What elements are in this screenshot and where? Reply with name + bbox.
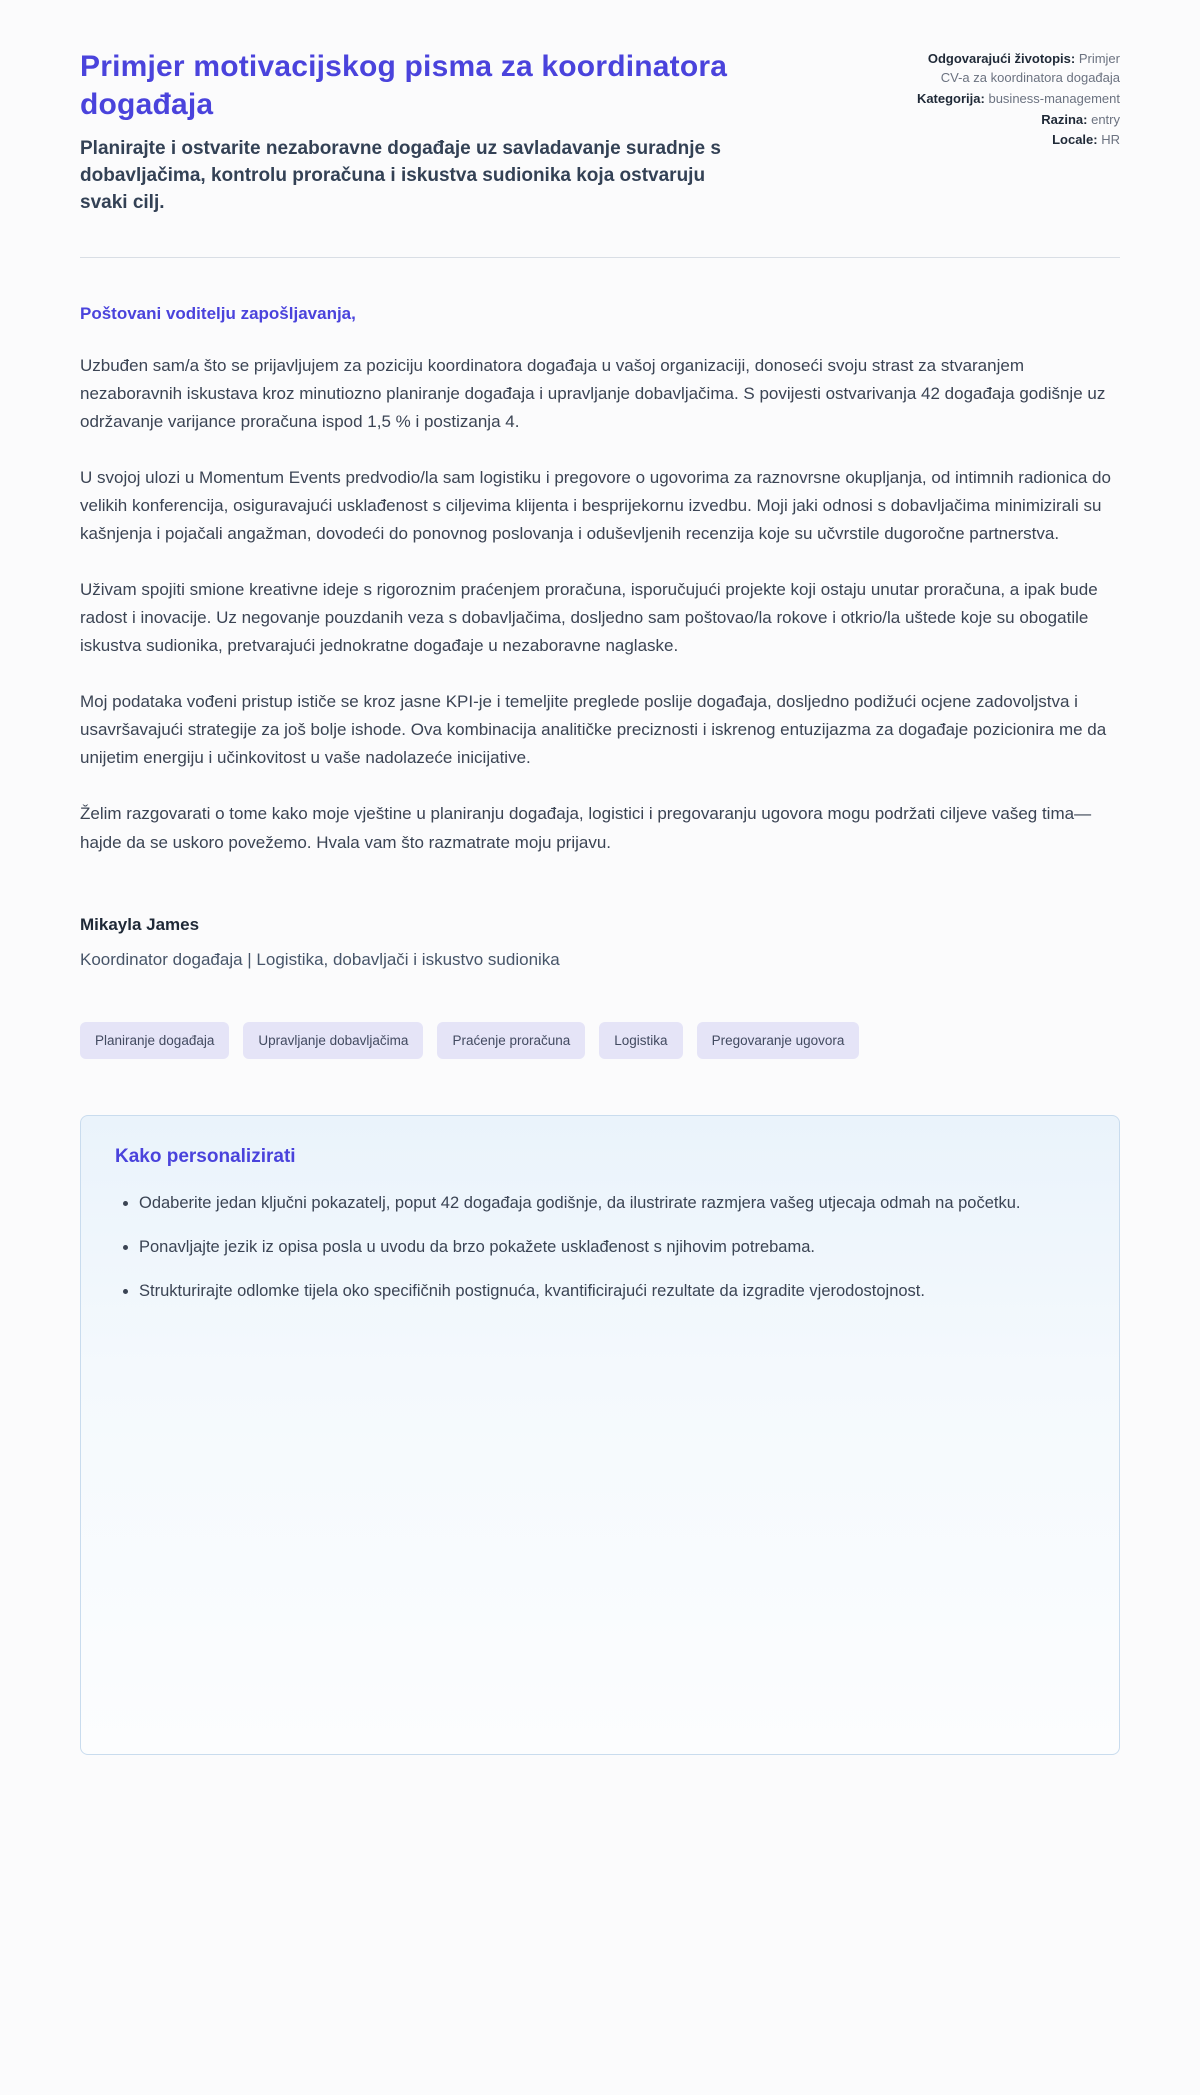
letter-paragraph-4: Moj podataka vođeni pristup ističe se kroz jasne KPI-je i temeljite preglede poslije događaja, dosljedno podižući ocjene zadovoljstva i usavršavajući strategije za još bolje ishode. Ova kombinacija analitičke preciznosti i iskrenog entuzijazma za događaje pozicionira me da unijetim energiju i učinkovitost u vaše nadolazeće inicijative. [80,692,1107,768]
letter-greeting: Poštovani voditelju zapošljavanja, [80,303,356,323]
header-title-block [80,42,730,217]
page-title: Primjer motivacijskog pisma za koordinatora događaja [80,50,728,121]
meta-level [915,111,1120,130]
tag-chip-budget-tracking[interactable]: Praćenje proračuna [437,1022,585,1060]
meta-label: Kategorija: [916,90,985,106]
tag-list [80,1022,1120,1060]
meta-value: Primjer CV-a za koordinatora događaja [940,51,1120,85]
meta-label: Locale: [1052,132,1098,148]
meta-label: Odgovarajući životopis: [927,51,1076,66]
tag-chip-contract-negotiation[interactable]: Pregovaranje ugovora [697,1022,860,1060]
meta-label: Razina: [1041,111,1088,127]
meta-matching-resume [915,50,1120,88]
tips-title: Kako personalizirati [115,1146,296,1168]
letter-paragraph-2: U svojoj ulozi u Momentum Events predvodio/la sam logistiku i pregovore o ugovorima za raznovrsne okupljanja, od intimnih radionica do velikih konferencija, osiguravajući usklađenost s ciljevima klijenta i besprijekornu izvedbu. Moji jaki odnosi s dobavljačima minimizirali su kašnjenja i pojačali angažman, dovodeći do ponovnog poslovanja i oduševljenih recenzija koje su učvrstile dugoročne partnerstva. [80,468,1111,544]
divider [80,257,1120,258]
page-subtitle: Planirajte i ostvarite nezaboravne događaje uz savladavanje suradnje s dobavljačima, kontrolu proračuna i iskustva sudionika koja ostvaruju svaki cilj. [80,138,721,213]
meta-locale [915,131,1120,150]
tips-box [80,1115,1120,1755]
meta-panel [915,42,1120,152]
letter-paragraph-1: Uzbuđen sam/a što se prijavljujem za poziciju koordinatora događaja u vašoj organizaciji, donoseći svoju strast za stvaranjem nezaboravnih iskustava kroz minutiozno planiranje događaja i upravljanje dobavljačima. S povijesti ostvarivanja 42 događaja godišnje uz održavanje varijance proračuna ispod 1,5 % i postizanja 4. [80,355,1106,431]
page [80,0,1120,1815]
signature-role: Koordinator događaja | Logistika, dobavljači i iskustvo sudionika [80,949,560,969]
header [80,42,1120,217]
meta-value: HR [1101,132,1120,148]
meta-value: business-management [988,90,1120,106]
tips-list [115,1190,1085,1304]
meta-category [915,90,1120,109]
meta-value: entry [1091,111,1120,127]
signature-name: Mikayla James [80,914,200,934]
tag-chip-vendor-management[interactable]: Upravljanje dobavljačima [243,1022,423,1060]
tip-item-2: • Ponavljajte jezik iz opisa posla u uvodu da brzo pokažete usklađenost s njihovim potrebama. [139,1234,1085,1261]
tag-chip-event-planning[interactable]: Planiranje događaja [80,1022,229,1060]
tip-item-1: • Odaberite jedan ključni pokazatelj, poput 42 događaja godišnje, da ilustrirate razmjera vašeg utjecaja odmah na početku. [139,1190,1085,1217]
tip-item-3: • Strukturirajte odlomke tijela oko specifičnih postignuća, kvantificirajući rezultate da izgradite vjerodostojnost. [139,1278,1085,1305]
tag-chip-logistics[interactable]: Logistika [599,1022,682,1060]
letter-paragraph-5: Želim razgovarati o tome kako moje vještine u planiranju događaja, logistici i pregovaranju ugovora mogu podržati ciljeve vašeg tima—hajde da se uskoro povežemo. Hvala vam što razmatrate moju prijavu. [80,804,1092,852]
letter-body [80,304,1120,970]
letter-paragraph-3: Uživam spojiti smione kreativne ideje s rigoroznim praćenjem proračuna, isporučujući projekte koji ostaju unutar proračuna, a ipak bude radost i inovacije. Uz negovanje pouzdanih veza s dobavljačima, dosljedno sam poštovao/la rokove i otkrio/la uštede koje su obogatile iskustva sudionika, pretvarajući jednokratne događaje u nezaboravne naglaske. [80,580,1098,656]
